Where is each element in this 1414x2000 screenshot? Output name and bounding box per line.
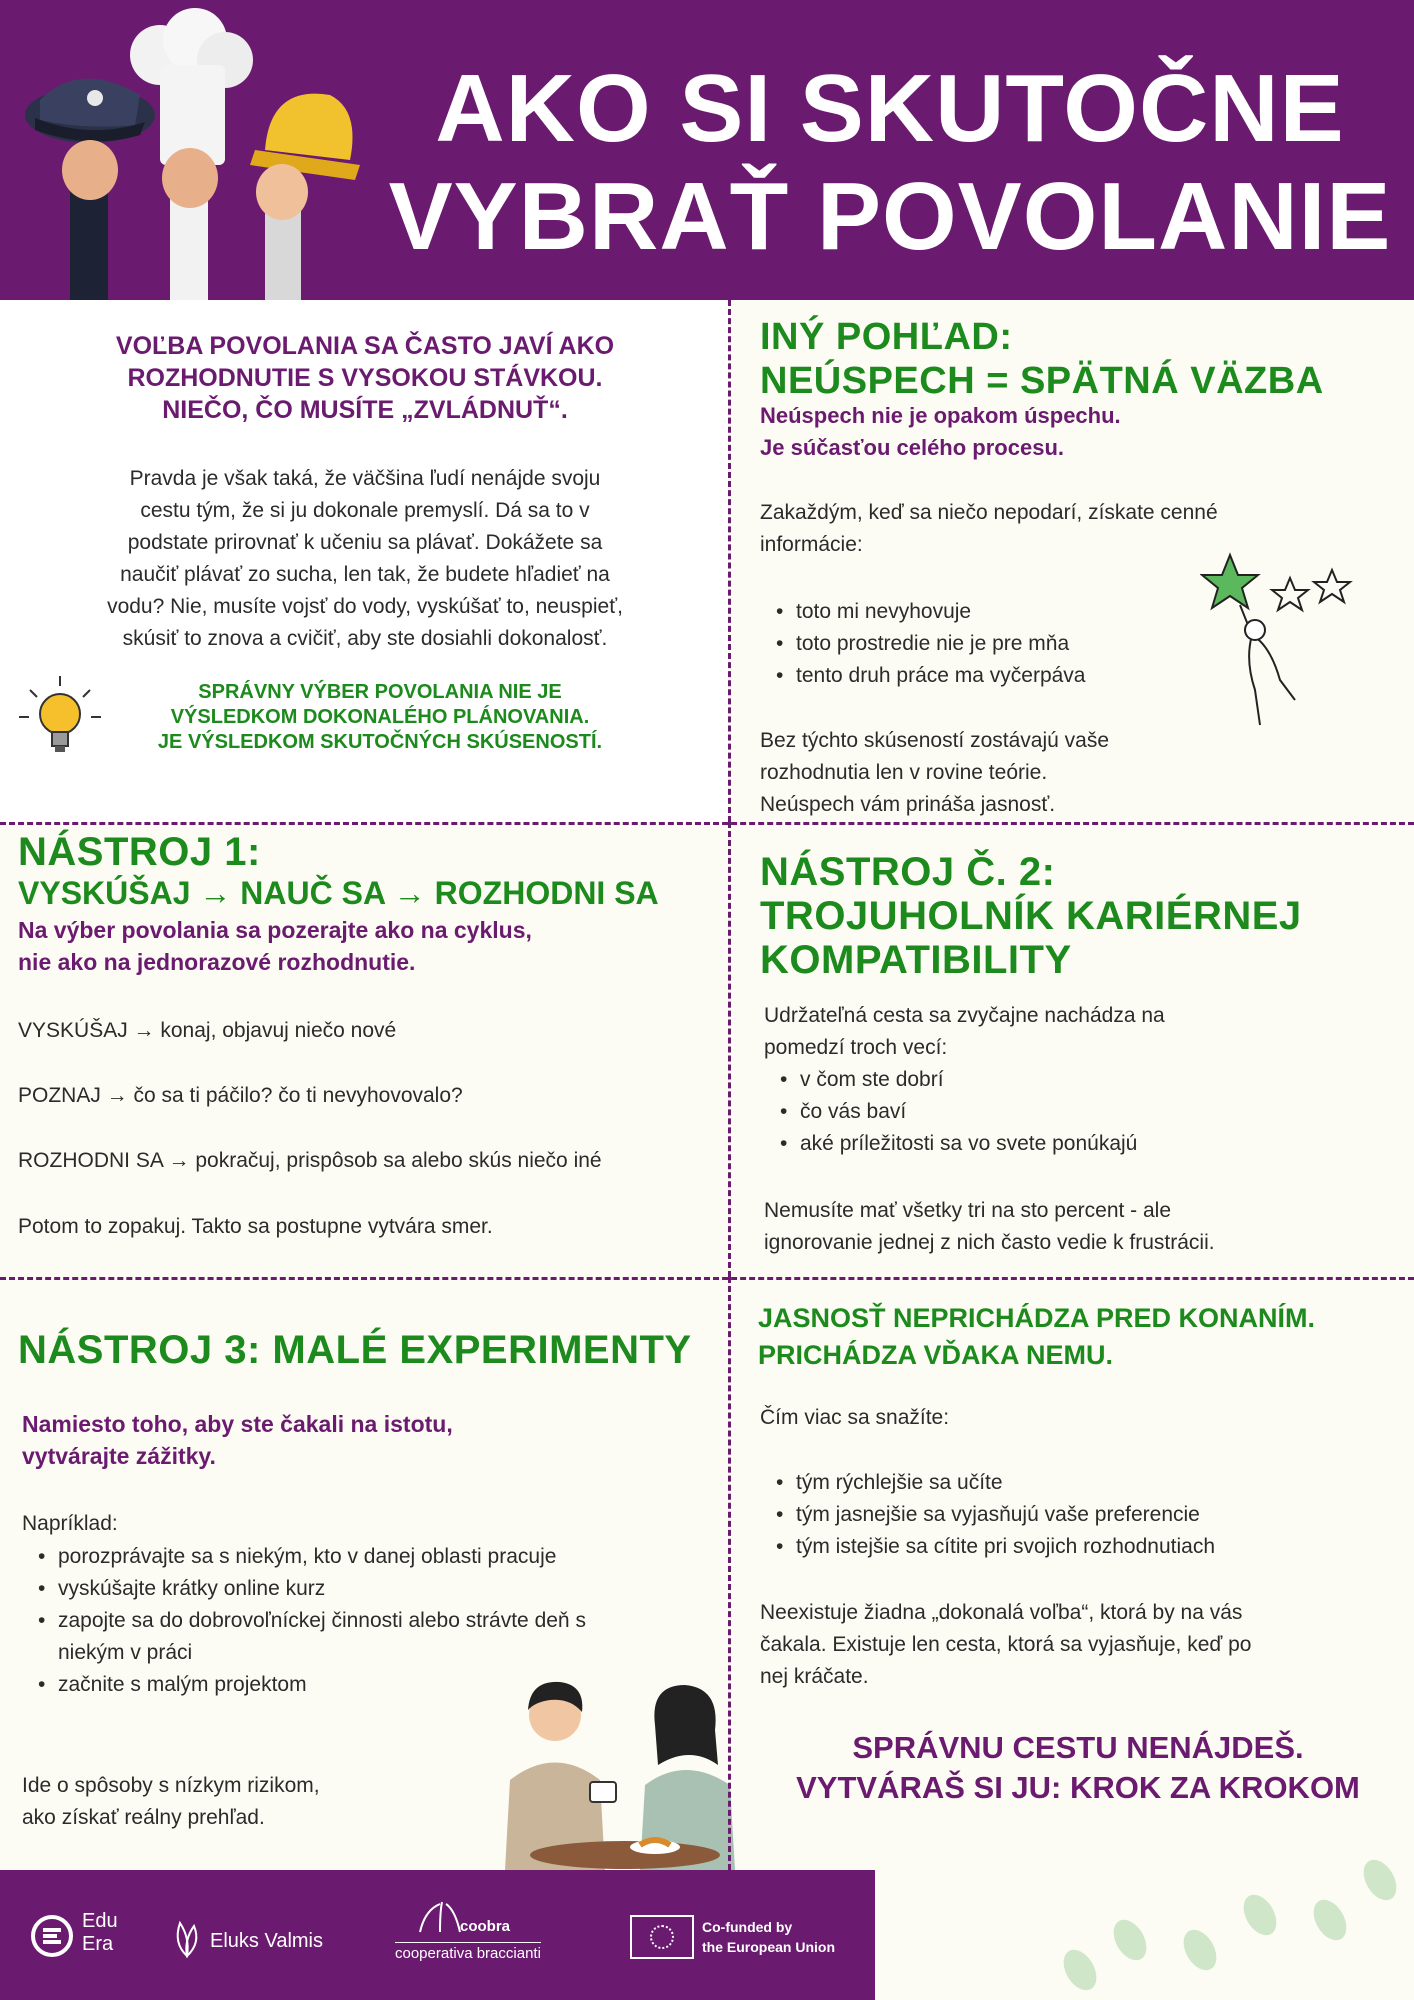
reaching-stars-illustration	[1200, 550, 1360, 735]
list-item: • začnite s malým projektom	[34, 1669, 594, 1701]
tool1-lead: Na výber povolania sa pozerajte ako na cyklus, nie ako na jednorazové rozhodnutie.	[18, 917, 532, 975]
vertical-divider-middle	[728, 822, 731, 1277]
list-item: • tento druh práce ma vyčerpáva	[772, 660, 1086, 692]
vertical-divider-bottom	[728, 1277, 731, 1870]
list-item: • tým rýchlejšie sa učíte	[772, 1467, 1215, 1499]
police-cap-icon	[25, 79, 155, 143]
tool3-lead: Namiesto toho, aby ste čakali na istotu, vytvárajte zážitky.	[22, 1411, 453, 1469]
eu-flag-icon	[630, 1915, 694, 1959]
green-star-icon	[1202, 555, 1258, 608]
tool2-outro: Nemusíte mať všetky tri na sto percent - ale ignorovanie jednej z nich často vedie k frustrácii.	[764, 1199, 1215, 1254]
list-item: • zapojte sa do dobrovoľníckej činnosti alebo strávte deň s niekým v práci	[34, 1605, 594, 1669]
intro-heading: VOĽBA POVOLANIA SA ČASTO JAVÍ AKO ROZHODNUTIE S VYSOKOU STÁVKOU. NIEČO, ČO MUSÍTE „ZVLÁDNUŤ“.	[115, 332, 615, 424]
clarity-intro: Čím viac sa snažíte:	[760, 1406, 950, 1429]
footer-logos-bar	[0, 1870, 875, 2000]
intro-highlight: SPRÁVNY VÝBER POVOLANIA NIE JE VÝSLEDKOM DOKONALÉHO PLÁNOVANIA. JE VÝSLEDKOM SKUTOČNÝCH SKÚSENOSTÍ.	[157, 681, 603, 753]
list-item: • toto prostredie nie je pre mňa	[772, 628, 1086, 660]
hard-hat-icon	[250, 94, 360, 180]
hands-with-hats-illustration	[10, 0, 370, 300]
clarity-closing: SPRÁVNU CESTU NENÁJDEŠ. VYTVÁRAŠ SI JU: KROK ZA KROKOM	[796, 1730, 1360, 1805]
tool1-step-1: VYSKÚŠAJ → konaj, objavuj niečo nové	[18, 1019, 397, 1042]
outline-star-icon	[1314, 570, 1350, 602]
horizontal-divider-1	[0, 822, 1414, 825]
leaf-icon	[170, 1918, 204, 1958]
header-banner	[0, 0, 1414, 300]
tool2-title: NÁSTROJ Č. 2: TROJUHOLNÍK KARIÉRNEJ KOMPATIBILITY	[760, 850, 1302, 982]
lightbulb-icon	[15, 672, 105, 762]
list-item: • tým jasnejšie sa vyjasňujú vaše preferencie	[772, 1499, 1215, 1531]
vertical-divider-top	[728, 300, 731, 822]
clarity-outro: Neexistuje žiadna „dokonalá voľba“, ktorá by na vás čakala. Existuje len cesta, ktorá sa vyjasňuje, keď po nej kráčate.	[760, 1601, 1252, 1688]
list-item: • tým istejšie sa cítite pri svojich rozhodnutiach	[772, 1531, 1215, 1563]
coobra-logo: coobra cooperativa braccianti	[390, 1900, 590, 1975]
clarity-title: JASNOSŤ NEPRICHÁDZA PRED KONANÍM. PRICHÁDZA VĎAKA NEMU.	[758, 1303, 1316, 1370]
failure-outro: Bez týchto skúseností zostávajú vaše rozhodnutia len v rovine teórie. Neúspech vám prináša jasnosť.	[760, 729, 1110, 816]
intro-paragraph: Pravda je však taká, že väčšina ľudí nenájde svoju cestu tým, že si ju dokonale premyslí. Dá sa to v podstate prirovnať k učeniu sa plávať. Dokážete sa naučiť plávať zo sucha, len tak, že budete hľadieť na vodu? Nie, musíte vojsť do vody, vyskúšať to, neuspieť, skúsiť to znova a cvičiť, aby ste dosiahli dokonalosť.	[107, 467, 623, 650]
list-item: • toto mi nevyhovuje	[772, 596, 1086, 628]
eduera-logo: Edu Era	[30, 1910, 140, 1965]
title-line-1: AKO SI SKUTOČNE	[435, 55, 1345, 162]
tool3-example-label: Napríklad:	[22, 1512, 118, 1535]
tool1-step-3: ROZHODNI SA → pokračuj, prispôsob sa alebo skús niečo iné	[18, 1149, 602, 1172]
horizontal-divider-2	[0, 1277, 1414, 1280]
tool3-title: NÁSTROJ 3: MALÉ EXPERIMENTY	[18, 1328, 692, 1372]
clarity-bullet-list	[772, 1467, 1215, 1563]
tool2-bullet-list	[776, 1064, 1137, 1160]
eu-cofunded-text: Co-funded by the European Union	[702, 1919, 835, 1955]
footprints-decoration	[1040, 1820, 1410, 2000]
tool3-outro: Ide o spôsoby s nízkym rizikom, ako získať reálny prehľad.	[22, 1774, 320, 1829]
tool1-subtitle: VYSKÚŠAJ → NAUČ SA → ROZHODNI SA	[18, 875, 659, 911]
list-item: • vyskúšajte krátky online kurz	[34, 1573, 594, 1605]
failure-title: INÝ POHĽAD: NEÚSPECH = SPÄTNÁ VÄZBA	[760, 316, 1324, 402]
list-item: • čo vás baví	[776, 1096, 1137, 1128]
eluks-valmis-logo: Eluks Valmis	[170, 1918, 350, 1962]
tool1-title: NÁSTROJ 1:	[18, 830, 261, 874]
outline-star-icon	[1272, 578, 1308, 610]
list-item: • aké príležitosti sa vo svete ponúkajú	[776, 1128, 1137, 1160]
chef-hat-icon	[130, 8, 253, 165]
tool1-step-4: Potom to zopakuj. Takto sa postupne vytvára smer.	[18, 1215, 493, 1238]
tool1-step-2: POZNAJ → čo sa ti páčilo? čo ti nevyhovovalo?	[18, 1084, 463, 1107]
failure-intro: Zakaždým, keď sa niečo nepodarí, získate cenné informácie:	[760, 501, 1218, 556]
page-title	[380, 55, 1400, 271]
list-item: • v čom ste dobrí	[776, 1064, 1137, 1096]
eduera-logo-icon	[30, 1914, 74, 1958]
list-item: • porozprávajte sa s niekým, kto v danej oblasti pracuje	[34, 1541, 594, 1573]
tool2-intro: Udržateľná cesta sa zvyčajne nachádza na pomedzí troch vecí:	[764, 1004, 1165, 1059]
failure-subtitle: Neúspech nie je opakom úspechu. Je súčasťou celého procesu.	[760, 403, 1121, 460]
title-line-2: VYBRAŤ POVOLANIE	[388, 163, 1392, 270]
failure-bullet-list	[772, 596, 1086, 692]
